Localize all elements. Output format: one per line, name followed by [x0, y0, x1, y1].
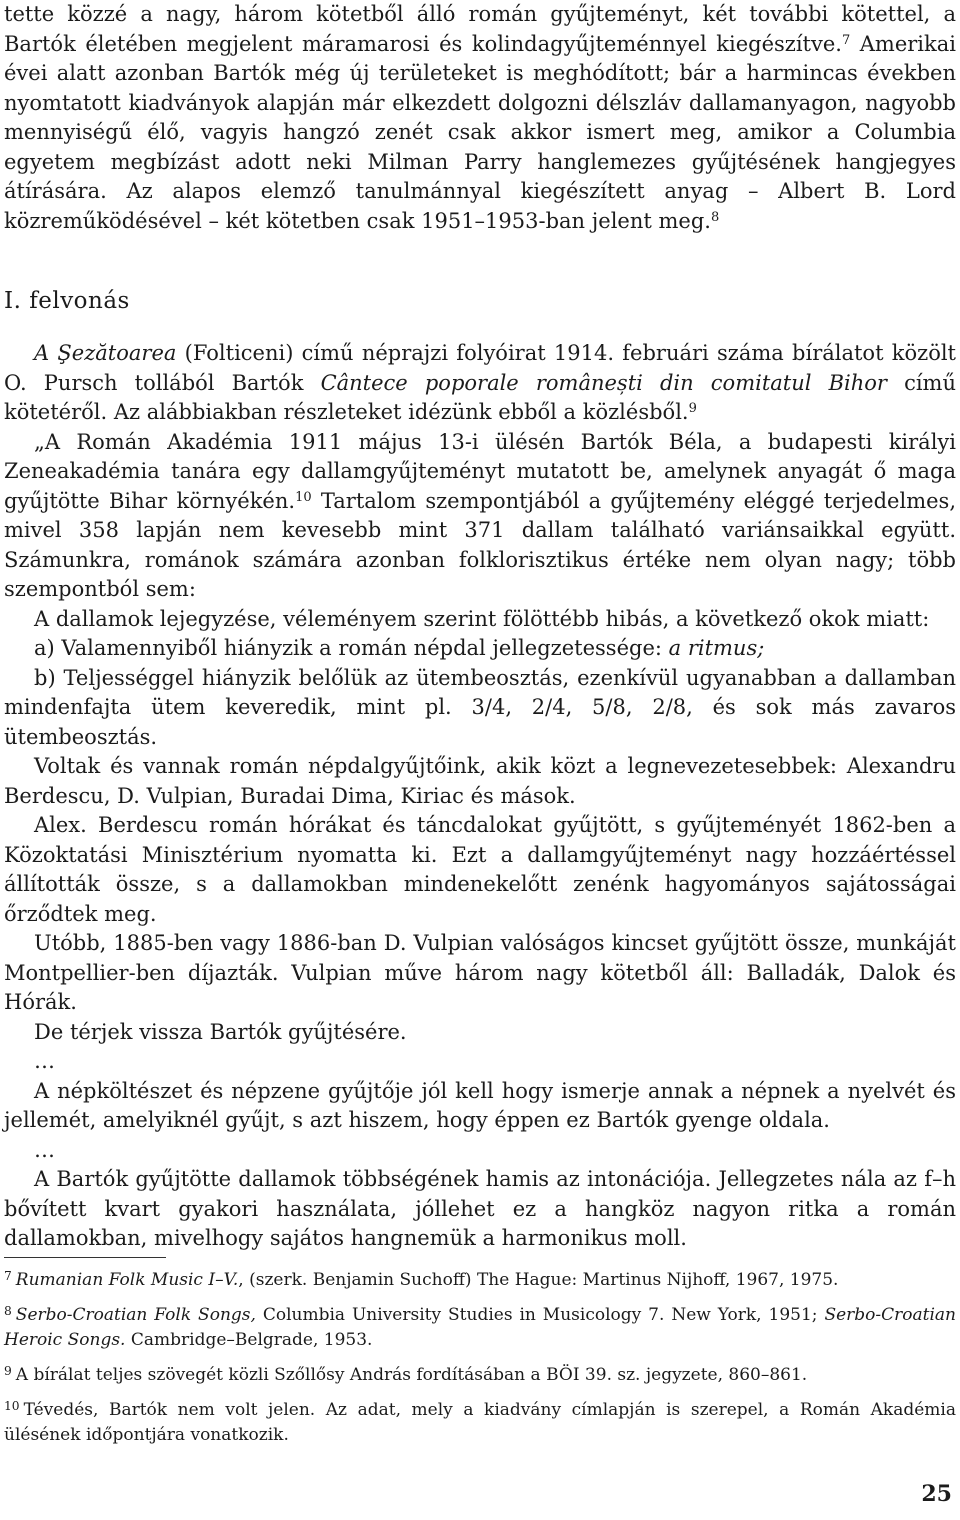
footnote-10 [4, 1398, 956, 1448]
intro-text-a: tette közzé a nagy, három kötetből álló román gyűjteményt, két további kötettel, a Bartók életében megjelent máramarosi és kolindagyűjteménnyel kiegészítve. [4, 2, 956, 56]
intro-text-b: Amerikai évei alatt azonban Bartók még új területeket is meghódított; bár a harmincas években nyomtatott kiadványok alapján már elkezdett dolgozni délszláv dallamanyagon, nagyobb mennyiségű élő, vagyis hangzó zenét csak akkor ismert meg, amikor a Columbia egyetem megbízást adott neki Milman Parry hanglemezes gyűjtésének hangjegyes átírására. Az alapos elemző tanulmánnyal kiegészített anyag – Albert B. Lord közreműködésével – két kötetben csak 1951–1953-ban jelent meg. [4, 31, 956, 233]
footnote-number: 8 [4, 1303, 12, 1318]
footnote-number: 7 [4, 1268, 12, 1283]
section-heading: I. felvonás [4, 288, 130, 314]
paragraph-text: „A Román Akadémia 1911 május 13-i ülésén Bartók Béla, a budapesti királyi Zeneakadémia tanára egy dallamgyűjteményt mutatott be, amelynek anyagát ő maga gyűjtötte Bihar környékén. [4, 429, 956, 513]
footnote-text: Columbia University Studies in Musicology 7. New York, 1951; [255, 1305, 825, 1325]
footnote-7 [4, 1268, 956, 1293]
rhythm-emphasis: a ritmus; [668, 636, 765, 660]
footnote-9 [4, 1363, 956, 1388]
footnote-text: , (szerk. Benjamin Suchoff) The Hague: Martinus Nijhoff, 1967, 1975. [238, 1270, 839, 1290]
footnote-ref-7[interactable]: 7 [841, 32, 851, 48]
paragraph-point-a [4, 634, 956, 664]
paragraph-notation: A dallamok lejegyzése, véleményem szerint fölöttébb hibás, a következő okok miatt: [34, 606, 930, 631]
book-title: Cântece poporale românești din comitatul Bihor [320, 370, 887, 395]
footnote-title: Serbo-Croatian Heroic Songs. [4, 1305, 956, 1350]
footnote-divider [4, 1257, 166, 1258]
paragraph-vulpian: Utóbb, 1885-ben vagy 1886-ban D. Vulpian valóságos kincset gyűjtött össze, munkáját Montpellier-ben díjazták. Vulpian műve három nagy kötetből áll: Balladák, Dalok és Hórák. [4, 931, 956, 1014]
footnote-ref-9[interactable]: 9 [688, 400, 697, 416]
paragraph-collectors: Voltak és vannak román népdalgyűjtőink, akik közt a legnevezetesebbek: Alexandru Berdescu, D. Vulpian, Buradai Dima, Kiriac és mások. [4, 754, 956, 808]
footnote-title: Rumanian Folk Music I–V. [15, 1270, 239, 1290]
journal-title: A Şezătoarea [34, 341, 177, 365]
footnote-text: A bírálat teljes szövegét közli Szőllősy András fordításában a BÖI 39. sz. jegyzete, 860–861. [15, 1365, 808, 1385]
paragraph-text: a) Valamennyiből hiányzik a román népdal jellegzetessége: [34, 636, 669, 660]
paragraph-text: című kötetéről. Az alábbiakban részleteket idézünk ebből a közlésből. [4, 370, 956, 424]
paragraph-collector-knowledge: A népköltészet és népzene gyűjtője jól kell hogy ismerje annak a népnek a nyelvét és jellemét, amelyiknél gyűjt, s azt hiszem, hogy éppen ez Bartók gyenge oldala. [4, 1078, 956, 1132]
ellipsis-marker: … [34, 1137, 55, 1162]
footnote-number: 10 [4, 1398, 20, 1413]
paragraph-text: (Folticeni) című néprajzi folyóirat 1914. februári száma bírálatot közölt O. Pursch tollából Bartók [4, 341, 956, 395]
ellipsis-marker: … [34, 1049, 55, 1073]
paragraph-quote-start [4, 428, 956, 605]
footnote-ref-10[interactable]: 10 [295, 489, 312, 505]
intro-paragraph [4, 0, 956, 236]
footnote-8 [4, 1303, 956, 1353]
main-section [4, 339, 956, 1254]
paragraph-review-intro [4, 339, 956, 428]
footnote-title: Serbo-Croatian Folk Songs, [15, 1305, 256, 1325]
footnote-text: Tévedés, Bartók nem volt jelen. Az adat, mely a kiadvány címlapján is szerepel, a Román Akadémia ülésének időpontjára vonatkozik. [4, 1400, 956, 1445]
footnote-text: Cambridge–Belgrade, 1953. [125, 1330, 373, 1350]
intro-section [4, 0, 956, 236]
paragraph-point-b: b) Teljességgel hiányzik belőlük az ütembeosztás, ezenkívül ugyanabban a dallamban mindenfajta ütem keveredik, mint pl. 3/4, 2/4, 5/8, 2/8, és sok más zavaros ütembeosztás. [4, 665, 956, 749]
paragraph-berdescu: Alex. Berdescu román hórákat és táncdalokat gyűjtött, s gyűjteményét 1862-ben a Közoktatási Minisztérium nyomatta ki. Ezt a dallamgyűjteményt nagy hozzáértéssel állították össze, s a dallamokban mindenekelőtt zenénk hagyományos sajátosságai őrződtek meg. [4, 813, 956, 926]
paragraph-text: Tartalom szempontjából a gyűjtemény eléggé terjedelmes, mivel 358 lapján nem kevesebb mint 371 dallam található variánsaikkal együtt. Számunkra, románok számára azonban folklorisztikus értéke nem olyan nagy; több szempontból sem: [4, 488, 956, 601]
paragraph-return: De térjek vissza Bartók gyűjtésére. [34, 1019, 407, 1044]
paragraph-intonation: A Bartók gyűjtötte dallamok többségének hamis az intonációja. Jellegzetes nála az f–h bővített kvart gyakori használata, jóllehet ez a hangköz nagyon ritka a román dallamokban, mivelhogy sajátos hangnemük a harmonikus moll. [4, 1167, 956, 1250]
page-number: 25 [921, 1481, 952, 1507]
footnote-ref-8[interactable]: 8 [710, 209, 720, 225]
footnote-number: 9 [4, 1363, 12, 1378]
footnotes [4, 1268, 956, 1458]
